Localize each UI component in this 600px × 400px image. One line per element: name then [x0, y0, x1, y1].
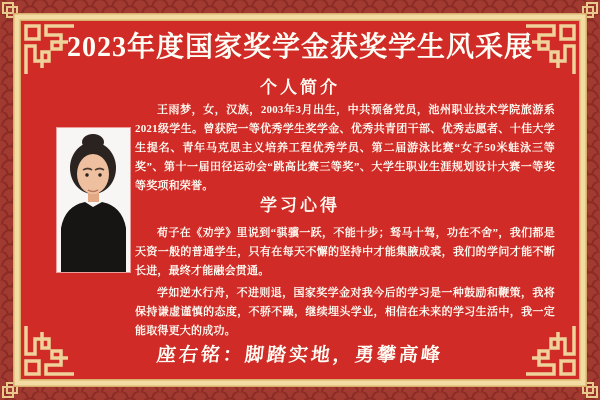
- profile-text: 王雨梦，女，汉族，2003年3月出生，中共预备党员，池州职业技术学院旅游系2021级学生。曾获院一等优秀学生奖学金、优秀共青团干部、优秀志愿者、十佳大学生提名、青年马克思主义培养工程优秀学员、第二届游泳比赛“女子50米蛙泳三等奖”、第十一届田径运动会“跳高比赛三等奖”、大学生职业生涯规划设计大赛一等奖等奖项和荣誉。: [135, 104, 555, 192]
- section-heading-reflection: 学习心得: [260, 196, 340, 215]
- poster-body: [21, 21, 579, 379]
- motto-text: 座右铭：脚踏实地，勇攀高峰: [155, 345, 444, 366]
- poster-title: 2023年度国家奖学金获奖学生风采展: [66, 32, 533, 63]
- section-heading-profile: 个人简介: [260, 78, 340, 97]
- reflection-paragraph-1: 荀子在《劝学》里说到“骐骥一跃，不能十步；驽马十驾，功在不舍”，我们都是天资一般的普通学生，只有在每天不懈的坚持中才能集腋成裘，我们的学问才能不断长进，最终才能融会贯通。: [135, 227, 555, 277]
- reflection-paragraph-2: 学如逆水行舟，不进则退，国家奖学金对我今后的学习是一种鼓励和鞭策，我将保持谦虚谨慎的态度，不骄不躁，继续埋头学业，相信在未来的学习生活中，我一定能取得更大的成功。: [135, 287, 555, 337]
